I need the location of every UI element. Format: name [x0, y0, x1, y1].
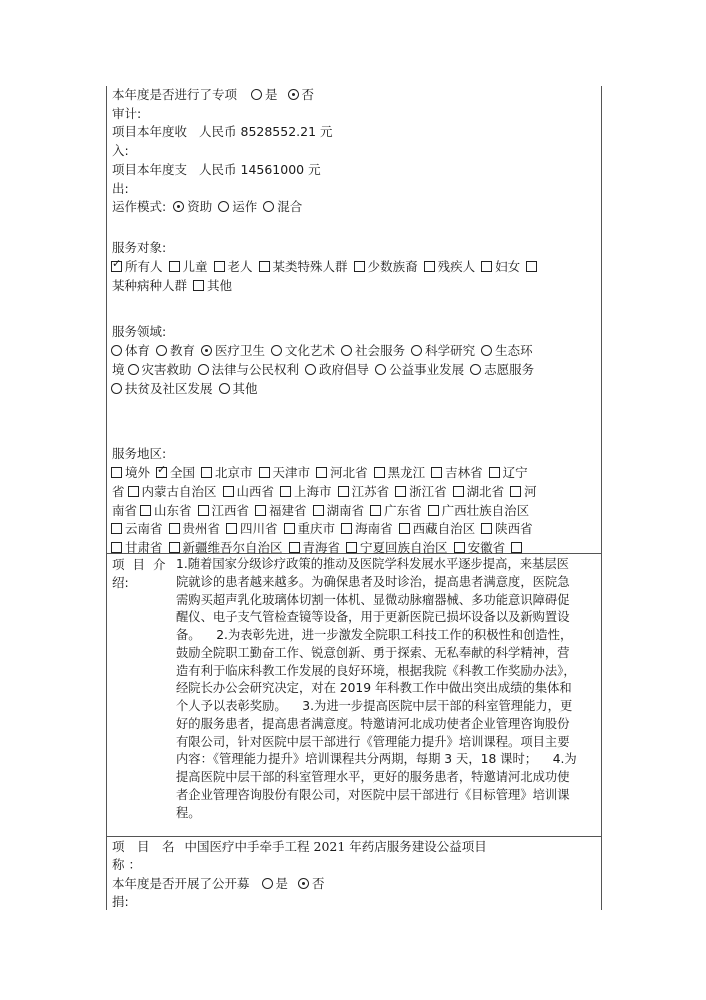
special-audit-row — [112, 87, 314, 103]
field-r1-2-radio[interactable] — [201, 345, 212, 356]
field-r1-0-label: 体育 — [125, 343, 151, 358]
region-r1-4-label: 河北省 — [330, 465, 368, 480]
row-divider-name — [106, 836, 602, 837]
expense-value: 人民币 14561000 元 — [199, 162, 321, 177]
region-r2-4-label: 浙江省 — [409, 484, 447, 499]
target-r1-5-label: 残疾人 — [437, 259, 476, 274]
target-r1-2-label: 老人 — [227, 259, 253, 274]
region-r3-1-checkbox[interactable] — [198, 505, 209, 516]
field-r1-5-label: 科学研究 — [425, 343, 476, 358]
expense-row — [112, 162, 321, 178]
target-r1-1-label: 儿童 — [182, 259, 208, 274]
income-row — [112, 124, 333, 140]
region-r1-6-label: 吉林省 — [445, 465, 483, 480]
target-r1-3-label: 某类特殊人群 — [272, 259, 348, 274]
project-intro-line: 院就诊的患者越来越多。为确保患者及时诊治，提高患者满意度，医院急 — [176, 574, 570, 589]
region-r4-0-label: 云南省 — [125, 521, 163, 536]
special-audit-label-cont: 审计: — [112, 106, 142, 121]
region-r1-1-checkbox[interactable] — [156, 467, 167, 478]
field-r3-1-radio[interactable] — [219, 383, 230, 394]
region-r3-0-label: 山东省 — [154, 503, 192, 518]
region-r4-6-checkbox[interactable] — [481, 523, 492, 534]
region-r1-2-checkbox[interactable] — [201, 467, 212, 478]
region-r4-0-checkbox[interactable] — [111, 523, 122, 534]
region-r2-3-label: 江苏省 — [351, 484, 390, 499]
region-r4-5-checkbox[interactable] — [399, 523, 410, 534]
region-r2-wrap-text: 省 — [112, 484, 125, 499]
project-intro-line: 经院长办公会研究决定，对在 2019 年科教工作中做出突出成绩的集体和 — [176, 681, 572, 696]
project-intro-line: 好的服务患者，提高患者满意度。特邀请河北成功使者企业管理咨询股份 — [176, 716, 570, 731]
target-r1-6-checkbox[interactable] — [481, 261, 492, 272]
public-fundraising-label: 本年度是否开展了公开募 — [112, 876, 250, 891]
region-r3-2-checkbox[interactable] — [255, 505, 266, 516]
region-r1-2-label: 北京市 — [215, 465, 253, 480]
region-r1-7-label: 辽宁 — [502, 465, 528, 480]
region-r1-6-checkbox[interactable] — [431, 467, 442, 478]
field-r2-1-radio[interactable] — [198, 364, 209, 375]
project-intro-label: 项 目 介 — [112, 557, 168, 572]
region-r2-5-checkbox[interactable] — [453, 486, 464, 497]
operation-mode-option-0-radio[interactable] — [173, 201, 184, 212]
project-intro-line: 需购买超声乳化玻璃体切割一体机、显微动脉瘤器械、多功能意识障碍促 — [176, 592, 570, 607]
region-r2-0-checkbox[interactable] — [128, 486, 139, 497]
target-r1-6-label: 妇女 — [495, 259, 521, 274]
target-r1-4-label: 少数族裔 — [367, 259, 418, 274]
public-fundraising-label-cont: 捐: — [112, 894, 129, 909]
region-r3-5-label: 广西壮族自治区 — [441, 503, 530, 518]
expense-label-cont: 出: — [112, 181, 129, 196]
target-r1-2-checkbox[interactable] — [214, 261, 225, 272]
field-r2-4-radio[interactable] — [470, 364, 481, 375]
expense-label: 项目本年度支 — [112, 162, 188, 177]
region-r2-3-checkbox[interactable] — [338, 486, 349, 497]
public-fundraising-no-radio[interactable] — [298, 878, 309, 889]
field-r1-6-label: 生态环 — [495, 343, 533, 358]
project-intro-line: 造有利于临床科教工作发展的良好环境，根据我院《科教工作奖励办法》， — [176, 663, 576, 678]
region-r5-3-label: 宁夏回族自治区 — [360, 540, 448, 555]
region-r2-0-label: 内蒙古自治区 — [141, 484, 217, 499]
field-r2-2-label: 政府倡导 — [319, 362, 370, 377]
target-r2-1-label: 其他 — [207, 278, 233, 293]
project-name-row — [112, 839, 487, 855]
service-fields-row3 — [108, 381, 261, 397]
project-intro-line: 者企业管理咨询股份有限公司，对医院中层干部进行《目标管理》培训课 — [176, 787, 570, 802]
operation-mode-option-1-label: 运作 — [232, 199, 258, 214]
project-name-label-cont: 称 ： — [112, 857, 141, 872]
region-r1-3-checkbox[interactable] — [259, 467, 270, 478]
field-r1-3-label: 文化艺术 — [285, 343, 336, 358]
table-right-border — [601, 86, 602, 910]
field-r1-4-label: 社会服务 — [355, 343, 406, 358]
region-r3-2-label: 福建省 — [269, 503, 307, 518]
region-r4-1-checkbox[interactable] — [169, 523, 180, 534]
region-r2-6-checkbox[interactable] — [510, 486, 521, 497]
region-r1-5-label: 黑龙江 — [387, 465, 426, 480]
service-targets-label: 服务对象: — [112, 240, 167, 255]
region-r5-4-label: 安徽省 — [467, 540, 506, 555]
target-r1-0-label: 所有人 — [125, 259, 163, 274]
service-fields-row2 — [112, 362, 537, 378]
region-r3-5-checkbox[interactable] — [428, 505, 439, 516]
region-r2-1-label: 山西省 — [236, 484, 275, 499]
target-r1-0-checkbox[interactable] — [111, 261, 122, 272]
public-fundraising-no-label: 否 — [312, 876, 325, 891]
field-r1-1-label: 教育 — [170, 343, 196, 358]
project-intro-line: 备。 2.为表彰先进，进一步激发全院职工科技工作的积极性和创造性， — [176, 628, 573, 642]
field-r1-1-radio[interactable] — [156, 345, 167, 356]
region-r5-3-checkbox[interactable] — [346, 542, 357, 553]
region-r2-6-label: 河 — [524, 484, 537, 499]
region-r5-4-checkbox[interactable] — [454, 542, 465, 553]
field-r3-0-radio[interactable] — [111, 383, 122, 394]
service-targets-row1 — [108, 259, 540, 275]
region-r3-0-checkbox[interactable] — [140, 505, 151, 516]
special-audit-label: 本年度是否进行了专项 — [112, 87, 238, 102]
region-r4-2-checkbox[interactable] — [226, 523, 237, 534]
region-r3-wrap-text: 南省 — [112, 503, 138, 518]
region-r5-1-checkbox[interactable] — [169, 542, 180, 553]
target-r1-5-checkbox[interactable] — [424, 261, 435, 272]
project-intro-line: 内容：《管理能力提升》培训课程共分两期，每期 3 天，18 课时； 4.为 — [176, 752, 577, 767]
project-intro-line: 醒仪、电子支气管检查镜等设备，用于更新医院已损坏设备以及新购置设 — [176, 610, 570, 625]
project-intro-line: 个人予以表彰奖励。 3.为进一步提高医院中层干部的科室管理能力，更 — [176, 699, 573, 713]
region-r1-0-checkbox[interactable] — [111, 467, 122, 478]
region-r4-4-checkbox[interactable] — [341, 523, 352, 534]
region-r1-5-checkbox[interactable] — [374, 467, 385, 478]
project-intro-text — [176, 556, 594, 822]
field-r1-6-radio[interactable] — [481, 345, 492, 356]
region-r4-3-label: 重庆市 — [297, 521, 336, 536]
field-r2-4-label: 志愿服务 — [484, 362, 535, 377]
service-regions-row2 — [112, 484, 540, 500]
field-r1-0-radio[interactable] — [111, 345, 122, 356]
income-label: 项目本年度收 — [112, 124, 188, 139]
region-r2-5-label: 湖北省 — [466, 484, 505, 499]
region-r1-1-label: 全国 — [170, 465, 196, 480]
field-r1-5-radio[interactable] — [411, 345, 422, 356]
public-fundraising-yes-label: 是 — [275, 876, 289, 891]
field-r2-3-radio[interactable] — [375, 364, 386, 375]
field-r2-0-radio[interactable] — [128, 364, 139, 375]
operation-mode-option-2-radio[interactable] — [263, 201, 274, 212]
field-r1-4-radio[interactable] — [341, 345, 352, 356]
field-r1-2-label: 医疗卫生 — [215, 343, 266, 358]
service-targets-row2 — [112, 278, 235, 294]
service-regions-row4 — [108, 521, 536, 537]
public-fundraising-yes-radio[interactable] — [262, 878, 273, 889]
field-r3-1-label: 其他 — [232, 381, 258, 396]
region-r3-4-checkbox[interactable] — [370, 505, 381, 516]
region-r1-7-checkbox[interactable] — [489, 467, 500, 478]
region-trailing-checkbox[interactable] — [511, 542, 522, 553]
field-r2-2-radio[interactable] — [305, 364, 316, 375]
region-r2-1-checkbox[interactable] — [223, 486, 234, 497]
target-trailing-checkbox[interactable] — [526, 261, 537, 272]
region-r4-5-label: 西藏自治区 — [412, 521, 476, 536]
special-audit-no-radio[interactable] — [288, 89, 299, 100]
region-r5-2-checkbox[interactable] — [289, 542, 300, 553]
region-r2-2-checkbox[interactable] — [280, 486, 291, 497]
operation-mode-label: 运作模式: — [112, 199, 167, 214]
region-r4-6-label: 陕西省 — [495, 521, 533, 536]
operation-mode-option-0-label: 资助 — [187, 199, 213, 214]
region-r1-0-label: 境外 — [125, 465, 151, 480]
region-r3-1-label: 江西省 — [211, 503, 250, 518]
operation-mode-row — [112, 199, 305, 215]
service-regions-row5 — [108, 540, 525, 556]
target-r1-1-checkbox[interactable] — [169, 261, 180, 272]
service-regions-label: 服务地区: — [112, 446, 167, 461]
special-audit-yes-radio[interactable] — [251, 89, 262, 100]
service-regions-row3 — [112, 503, 532, 519]
field-r2-0-label: 灾害救助 — [141, 362, 192, 377]
project-name-label: 项 目 名 — [112, 839, 175, 854]
public-fundraising-row — [112, 876, 325, 892]
income-value: 人民币 8528552.21 元 — [199, 124, 333, 139]
region-r4-4-label: 海南省 — [355, 521, 393, 536]
service-fields-label: 服务领域: — [112, 324, 167, 339]
special-audit-no-label: 否 — [301, 87, 315, 102]
income-label-cont: 入: — [112, 143, 129, 158]
table-left-border — [106, 86, 107, 910]
target-r2-1-checkbox[interactable] — [193, 280, 204, 291]
project-name-value: 中国医疗中手牵手工程 2021 年药店服务建设公益项目 — [184, 839, 487, 854]
region-r3-4-label: 广东省 — [384, 503, 422, 518]
special-audit-yes-label: 是 — [265, 87, 278, 102]
region-r5-0-checkbox[interactable] — [111, 542, 122, 553]
region-r5-2-label: 青海省 — [302, 540, 341, 555]
region-r1-3-label: 天津市 — [272, 465, 311, 480]
region-r5-1-label: 新疆维吾尔自治区 — [182, 540, 283, 555]
region-r2-2-label: 上海市 — [294, 484, 332, 499]
operation-mode-option-1-radio[interactable] — [218, 201, 229, 212]
target-r2-0-label: 某种病种人群 — [112, 278, 188, 293]
project-intro-line: 提高医院中层干部的科室管理水平，更好的服务患者，特邀请河北成功使 — [176, 770, 570, 784]
region-r4-3-checkbox[interactable] — [284, 523, 295, 534]
field-r1-3-radio[interactable] — [271, 345, 282, 356]
project-intro-label-cont: 绍: — [112, 575, 129, 590]
service-fields-row1 — [108, 343, 536, 359]
project-intro-line: 鼓励全院职工勤奋工作、锐意创新、勇于探索、无私奉献的科学精神，营 — [176, 645, 570, 660]
target-r1-4-checkbox[interactable] — [354, 261, 365, 272]
service-regions-row1 — [108, 465, 531, 481]
region-r5-0-label: 甘肃省 — [125, 540, 163, 555]
target-r1-3-checkbox[interactable] — [259, 261, 270, 272]
field-r3-0-label: 扶贫及社区发展 — [125, 381, 213, 396]
region-r4-2-label: 四川省 — [240, 521, 278, 536]
project-intro-line: 1.随着国家分级诊疗政策的推动及医院学科发展水平逐步提高，来基层医 — [176, 557, 569, 571]
region-r3-3-label: 湖南省 — [326, 503, 365, 518]
region-r1-4-checkbox[interactable] — [316, 467, 327, 478]
region-r4-1-label: 贵州省 — [182, 521, 221, 536]
region-r2-4-checkbox[interactable] — [395, 486, 406, 497]
project-intro-line: 程。 — [176, 805, 201, 820]
field-r2-wrap-text: 境 — [112, 362, 125, 377]
region-r3-3-checkbox[interactable] — [313, 505, 324, 516]
field-r2-1-label: 法律与公民权利 — [211, 362, 300, 377]
project-intro-line: 有限公司，针对医院中层干部进行《管理能力提升》培训课程。项目主要 — [176, 734, 570, 749]
field-r2-3-label: 公益事业发展 — [389, 362, 465, 377]
operation-mode-option-2-label: 混合 — [277, 199, 303, 214]
